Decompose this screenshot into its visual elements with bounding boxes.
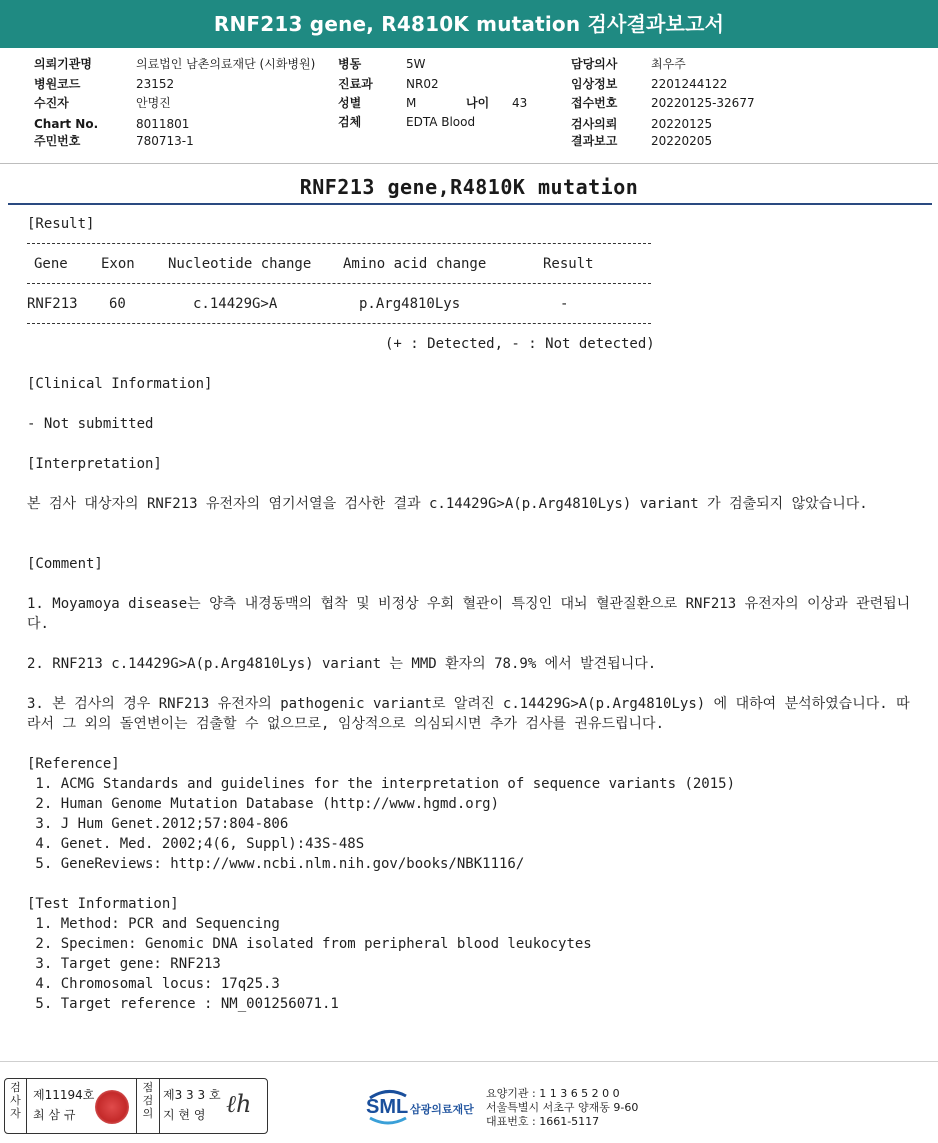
- testinfo-item-3: 3. Target gene: RNF213: [27, 956, 221, 972]
- comment-item-2: 2. RNF213 c.14429G>A(p.Arg4810Lys) variant 는 MMD 환자의 78.9% 에서 발견됩니다.: [27, 656, 657, 672]
- hdr-label-ward: 병동: [338, 57, 362, 71]
- td-exon: 60: [109, 296, 126, 312]
- td-amino-acid-change: p.Arg4810Lys: [359, 296, 461, 312]
- hdr-value-department: NR02: [406, 77, 439, 91]
- hdr-value-report-date: 20220205: [651, 134, 713, 148]
- reference-item-5: 5. GeneReviews: http://www.ncbi.nlm.nih.gov/books/NBK1116/: [27, 856, 525, 872]
- td-nucleotide-change: c.14429G>A: [193, 296, 278, 312]
- hdr-label-clinical-info: 임상정보: [571, 77, 618, 91]
- report-banner-title: RNF213 gene, R4810K mutation 검사결과보고서: [0, 0, 938, 48]
- org-code: 요양기관 : 1 1 3 6 5 2 0 0: [486, 1087, 620, 1100]
- table-header-divider: [27, 283, 651, 284]
- examiner-name: 최 삼 규: [33, 1108, 76, 1122]
- checker-label: [136, 1079, 160, 1133]
- hdr-value-patient: 안명진: [136, 96, 171, 110]
- interpretation-heading: [Interpretation]: [27, 456, 162, 472]
- report-title: RNF213 gene,R4810K mutation: [299, 175, 639, 199]
- hdr-value-clinical-info: 2201244122: [651, 77, 728, 91]
- hdr-value-chart-no: 8011801: [136, 117, 190, 131]
- hdr-label-institution: 의뢰기관명: [34, 57, 92, 71]
- comment-heading: [Comment]: [27, 556, 103, 572]
- hdr-label-age: 나이: [466, 96, 490, 110]
- hdr-value-age: 43: [512, 96, 528, 110]
- testinfo-item-5: 5. Target reference : NM_001256071.1: [27, 996, 339, 1012]
- hdr-value-sex: M: [406, 96, 417, 110]
- reference-heading: [Reference]: [27, 756, 120, 772]
- signature-icon: ℓh: [226, 1090, 252, 1118]
- hdr-value-hospital-code: 23152: [136, 77, 175, 91]
- examiner-label: [5, 1079, 27, 1133]
- interpretation-text: 본 검사 대상자의 RNF213 유전자의 염기서열을 검사한 결과 c.14429G>A(p.Arg4810Lys) variant 가 검출되지 않았습니다.: [27, 496, 868, 512]
- th-nucleotide-change: Nucleotide change: [168, 256, 312, 272]
- hdr-value-institution: 의료법인 남촌의료재단 (시화병원): [136, 57, 316, 71]
- hdr-value-request-date: 20220125: [651, 117, 713, 131]
- reference-item-2: 2. Human Genome Mutation Database (http://www.hgmd.org): [27, 796, 500, 812]
- checker-name: 지 현 영: [163, 1108, 206, 1122]
- th-result: Result: [543, 256, 594, 272]
- testinfo-item-4: 4. Chromosomal locus: 17q25.3: [27, 976, 280, 992]
- td-result: -: [560, 296, 569, 312]
- hdr-label-hospital-code: 병원코드: [34, 77, 81, 91]
- hdr-label-doctor: 담당의사: [571, 57, 618, 71]
- testinfo-item-1: 1. Method: PCR and Sequencing: [27, 916, 280, 932]
- hdr-label-accession-no: 접수번호: [571, 96, 618, 110]
- header-divider: [0, 163, 938, 164]
- logo-organization-name: 삼광의료재단: [410, 1103, 474, 1116]
- checker-label-text: 점검의: [142, 1081, 154, 1120]
- comment-item-3: 3. 본 검사의 경우 RNF213 유전자의 pathogenic variant로 알려진 c.14429G>A(p.Arg4810Lys) 에 대하여 분석하였습니다. 따라서 그 외의 돌연변이는 검출할 수 없으므로, 임상적으로 의심되시면 추가 검사를 권유드립니다.: [27, 696, 910, 732]
- hdr-label-request-date: 검사의뢰: [571, 117, 618, 131]
- hdr-label-chart-no: Chart No.: [34, 117, 99, 131]
- table-bottom-divider: [27, 323, 651, 324]
- logo-text: SML: [366, 1096, 409, 1118]
- org-address: 서울특별시 서초구 양재동 9-60: [486, 1101, 639, 1114]
- hdr-value-specimen: EDTA Blood: [406, 115, 476, 129]
- footer-divider: [0, 1061, 938, 1062]
- hdr-label-specimen: 검체: [338, 115, 362, 129]
- hdr-label-department: 진료과: [338, 77, 373, 91]
- result-legend: (+ : Detected, - : Not detected): [385, 336, 655, 352]
- hdr-value-doctor: 최우주: [651, 57, 686, 71]
- org-phone: 대표번호 : 1661-5117: [486, 1115, 600, 1128]
- hdr-value-resident-no: 780713-1: [136, 134, 194, 148]
- td-gene: RNF213: [27, 296, 78, 312]
- hdr-label-resident-no: 주민번호: [34, 134, 81, 148]
- checker-number: 제3 3 3 호: [163, 1088, 221, 1102]
- reference-item-4: 4. Genet. Med. 2002;4(6, Suppl):43S-48S: [27, 836, 365, 852]
- clinical-text: - Not submitted: [27, 416, 154, 432]
- th-exon: Exon: [101, 256, 135, 272]
- testinfo-item-2: 2. Specimen: Genomic DNA isolated from peripheral blood leukocytes: [27, 936, 592, 952]
- reference-item-3: 3. J Hum Genet.2012;57:804-806: [27, 816, 289, 832]
- title-divider: [8, 203, 932, 205]
- hdr-label-sex: 성별: [338, 96, 362, 110]
- result-heading: [Result]: [27, 216, 95, 232]
- table-top-divider: [27, 243, 651, 244]
- th-amino-acid-change: Amino acid change: [343, 256, 487, 272]
- clinical-heading: [Clinical Information]: [27, 376, 213, 392]
- th-gene: Gene: [34, 256, 68, 272]
- examiner-label-text: 검사자: [10, 1081, 21, 1120]
- examiner-number: 제11194호: [33, 1088, 95, 1102]
- hdr-value-ward: 5W: [406, 57, 426, 71]
- hdr-label-report-date: 결과보고: [571, 134, 618, 148]
- comment-item-1: 1. Moyamoya disease는 양측 내경동맥의 협착 및 비정상 우회 혈관이 특징인 대뇌 혈관질환으로 RNF213 유전자의 이상과 관련됩니다.: [27, 596, 911, 632]
- reference-item-1: 1. ACMG Standards and guidelines for the interpretation of sequence variants (2015): [27, 776, 736, 792]
- testinfo-heading: [Test Information]: [27, 896, 179, 912]
- seal-stamp-icon: [95, 1090, 129, 1124]
- hdr-value-accession-no: 20220125-32677: [651, 96, 755, 110]
- hdr-label-patient: 수진자: [34, 96, 69, 110]
